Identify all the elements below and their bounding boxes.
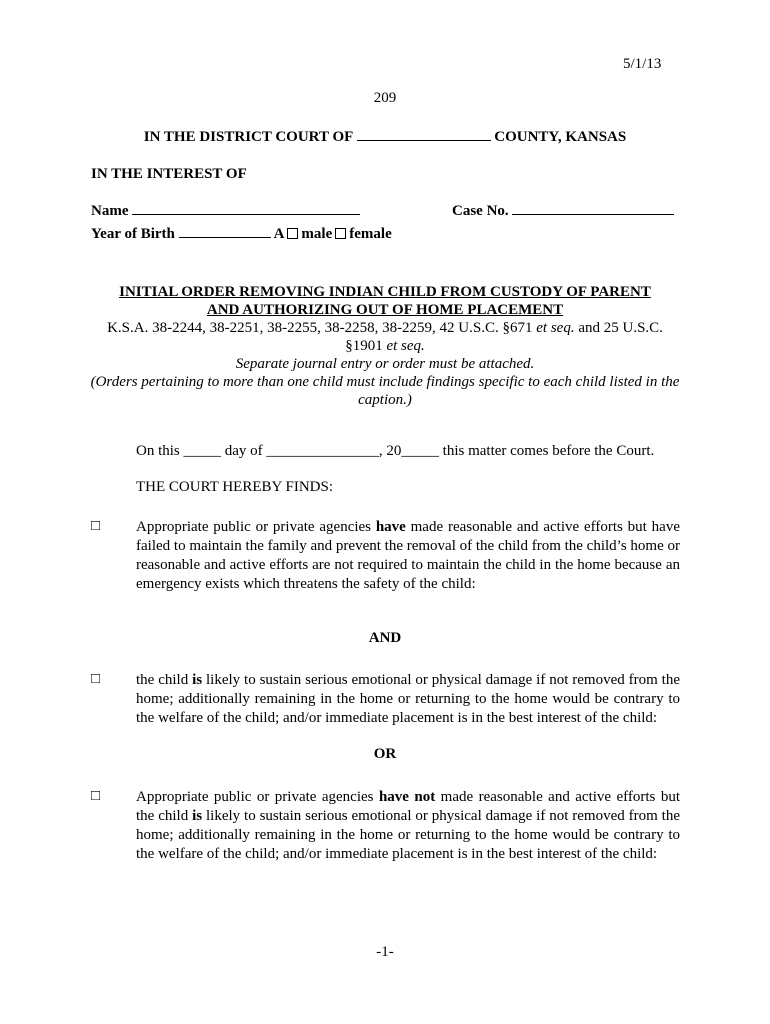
finding2-text-b: likely to sustain serious emotional or physical damage if not removed from the home; additionally remaining in the home or returning to the home would be contrary to the welfare of the child; and/or immediate placement is in the best interest of the child: <box>136 672 680 726</box>
finding1-checkbox[interactable]: □ <box>91 518 101 534</box>
multiple-children-note: (Orders pertaining to more than one child must include findings specific to each child listed in the caption.) <box>90 374 680 408</box>
finding2-text <box>136 671 680 728</box>
case-number-field[interactable] <box>512 202 674 215</box>
year-of-birth-row <box>91 225 392 243</box>
court-heading <box>0 128 770 146</box>
finding1-bold: have <box>375 519 406 535</box>
form-date: 5/1/13 <box>623 56 662 72</box>
finding3-bold2: is <box>192 808 203 824</box>
on-this-day-line: On this _____ day of _______________, 20_____ this matter comes before the Court. <box>136 443 655 459</box>
case-number-row <box>452 202 674 220</box>
order-title-line2: AND AUTHORIZING OUT OF HOME PLACEMENT <box>206 302 564 318</box>
year-of-birth-label: Year of Birth <box>91 226 175 242</box>
statutes-italic-a: et seq. <box>536 320 575 336</box>
finding3-text-a: Appropriate public or private agencies <box>136 789 379 805</box>
finding2-text-a: the child <box>136 672 193 688</box>
statutes-line1 <box>80 319 690 337</box>
court-suffix: COUNTY, KANSAS <box>494 129 627 145</box>
finding3-bold: have not <box>378 789 436 805</box>
female-label: female <box>349 226 392 242</box>
name-label: Name <box>91 203 129 219</box>
case-number-label: Case No. <box>452 203 509 219</box>
page-number: -1- <box>376 944 394 960</box>
finding3-checkbox[interactable]: □ <box>91 788 101 804</box>
form-number: 209 <box>373 90 397 106</box>
statutes-text-b: and 25 U.S.C. <box>574 320 663 336</box>
finding1-text-a: Appropriate public or private agencies <box>136 519 376 535</box>
a-label: A <box>273 226 285 242</box>
finding1-text-b: made reasonable and active efforts but have failed to maintain the family and prevent the removal of the child from the child’s home or reasonable and active efforts are not required to maintain the child in the home because an emergency exists which threatens the safety of the child: <box>136 519 680 592</box>
statutes-text-a: K.S.A. 38-2244, 38-2251, 38-2255, 38-2258, 38-2259, 42 U.S.C. §671 <box>107 320 537 336</box>
or-separator: OR <box>373 746 397 762</box>
finding2-checkbox[interactable]: □ <box>91 671 101 687</box>
order-title-line1: INITIAL ORDER REMOVING INDIAN CHILD FROM CUSTODY OF PARENT <box>119 284 651 300</box>
name-row <box>91 202 360 220</box>
finding3-text <box>136 788 680 864</box>
finding1-text <box>136 518 680 594</box>
county-field[interactable] <box>357 128 491 141</box>
finding3-text-b: made reasonable and active efforts but the child <box>136 789 680 824</box>
statutes-italic-c: et seq. <box>386 338 425 354</box>
name-field[interactable] <box>132 202 360 215</box>
male-checkbox[interactable] <box>287 228 298 239</box>
attachment-note: Separate journal entry or order must be attached. <box>235 356 535 372</box>
year-of-birth-field[interactable] <box>179 225 271 238</box>
finding2-bold: is <box>192 672 203 688</box>
court-finds-heading: THE COURT HEREBY FINDS: <box>136 479 334 495</box>
female-checkbox[interactable] <box>335 228 346 239</box>
statutes-line2 <box>80 337 690 355</box>
interest-of-label: IN THE INTEREST OF <box>91 166 247 182</box>
finding3-text-c: likely to sustain serious emotional or physical damage if not removed from the home; additionally remaining in the home or returning to the home would be contrary to the welfare of the child; and/or immediate placement is in the best interest of the child: <box>136 808 680 862</box>
male-label: male <box>301 226 333 242</box>
statutes-text-c: §1901 <box>345 338 387 354</box>
court-prefix: IN THE DISTRICT COURT OF <box>143 129 353 145</box>
order-title-block <box>80 283 690 409</box>
and-separator: AND <box>368 630 402 646</box>
